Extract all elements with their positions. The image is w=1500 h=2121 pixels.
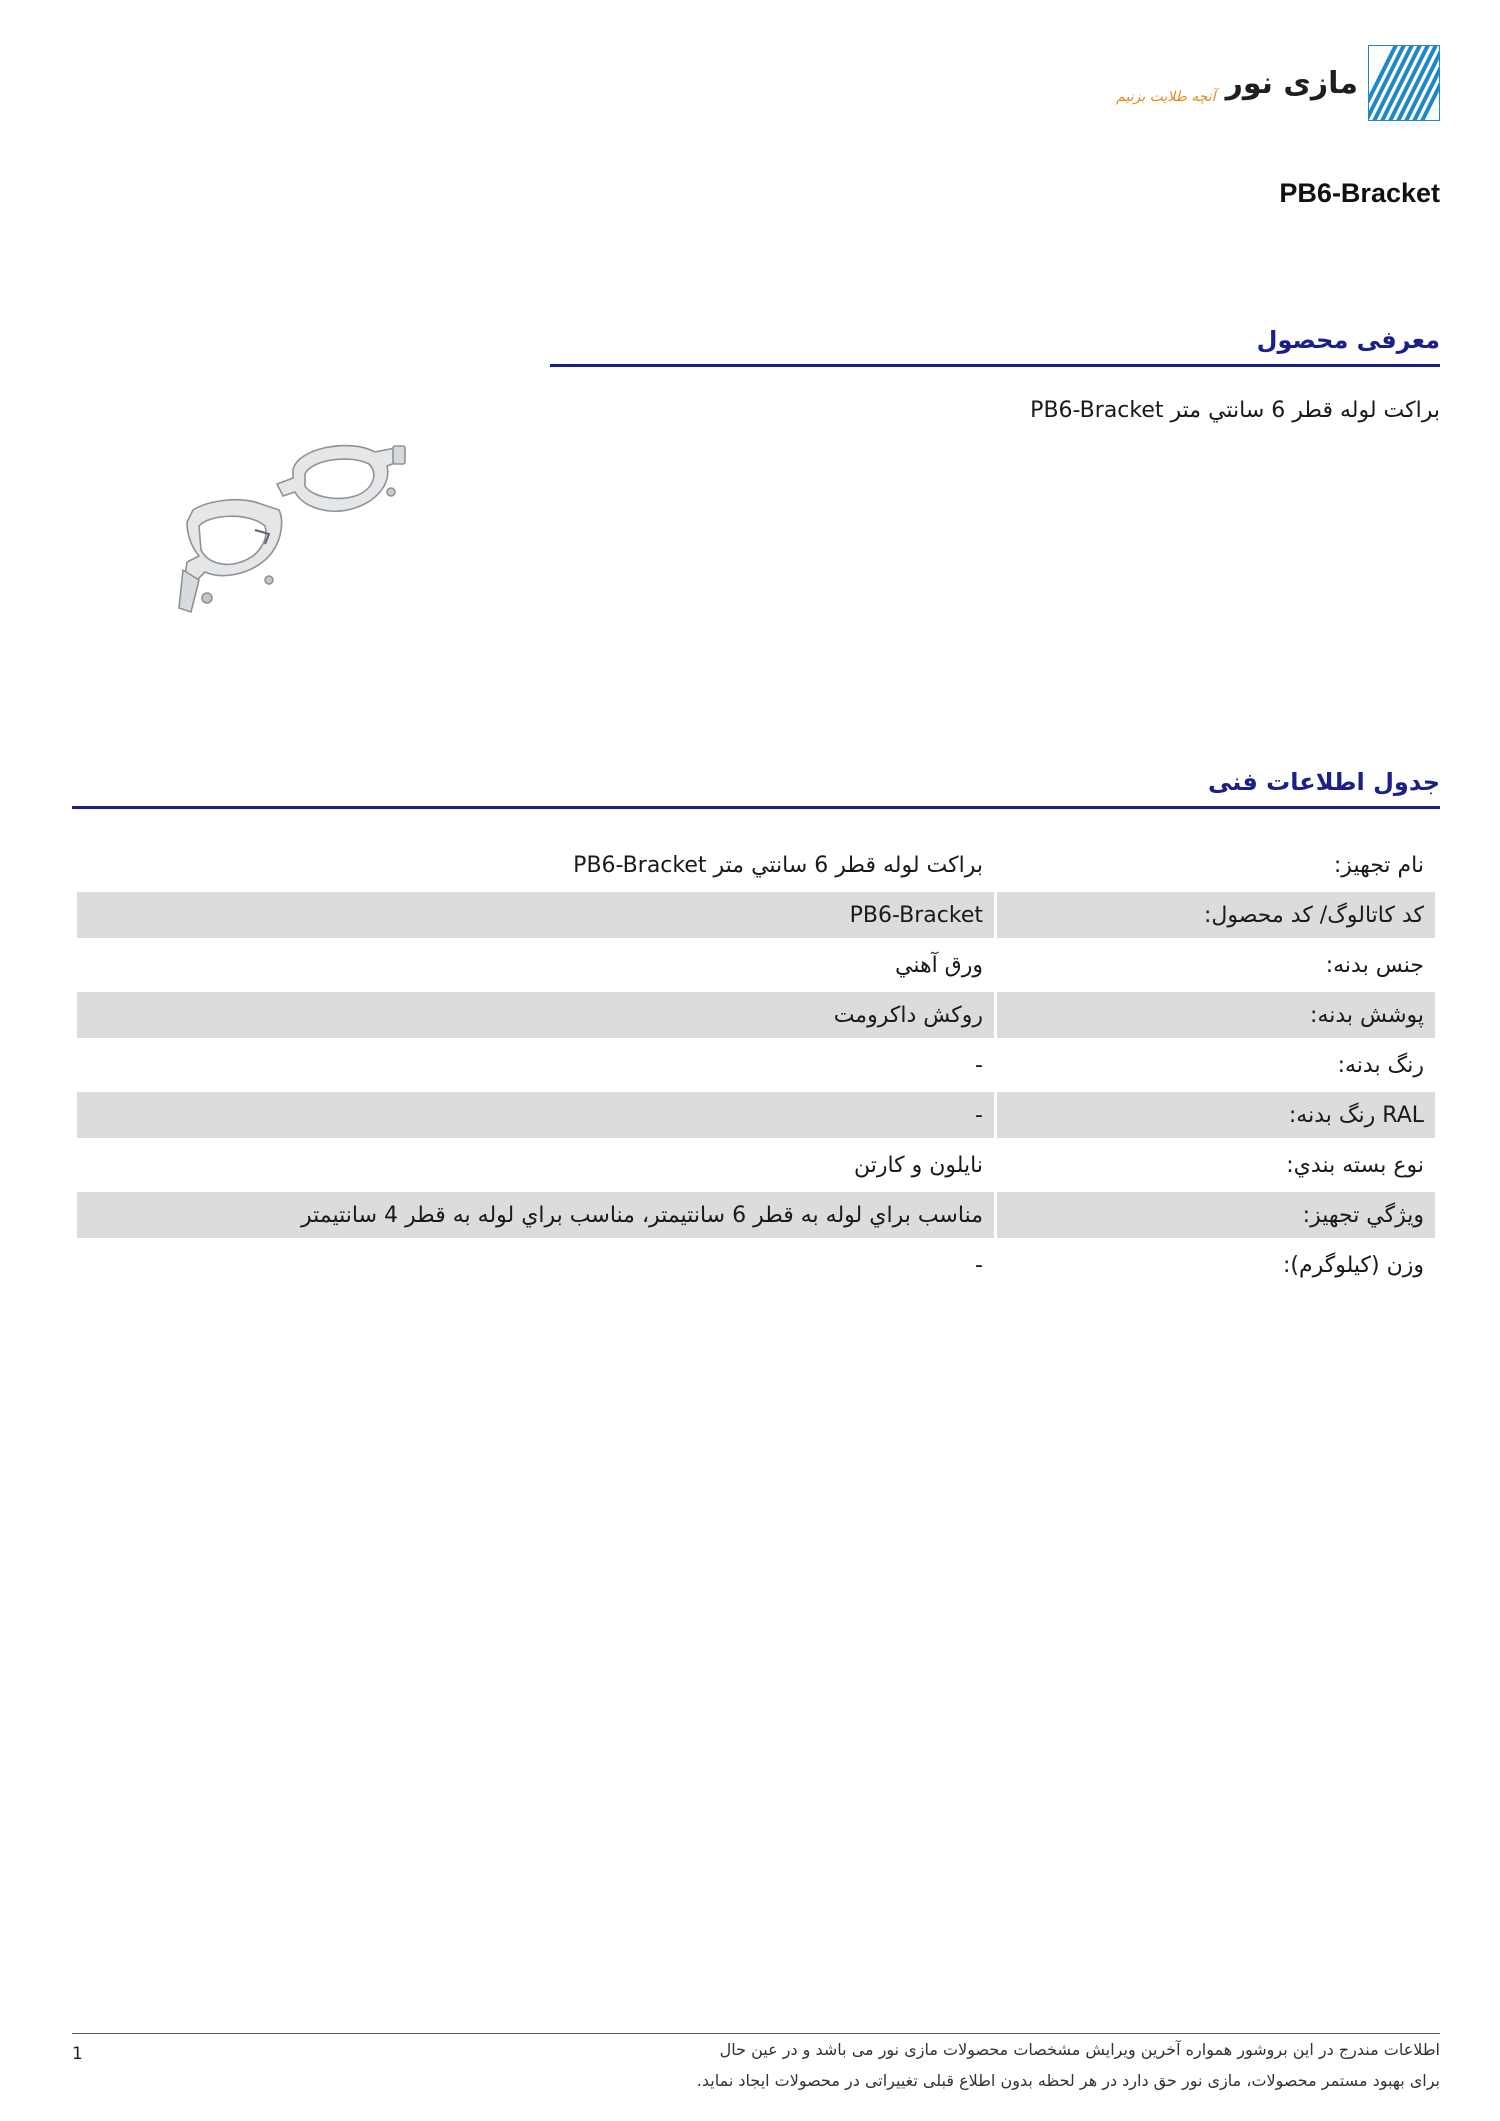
table-row xyxy=(77,1092,1435,1138)
product-description: براکت لوله قطر 6 سانتي متر PB6-Bracket xyxy=(1030,398,1440,423)
page-number: 1 xyxy=(72,2044,83,2064)
spec-label: نوع بسته بندي: xyxy=(1286,1152,1424,1178)
spec-label: ويژگي تجهیز: xyxy=(997,1192,1435,1238)
spec-value: - xyxy=(77,1092,994,1138)
table-row xyxy=(77,1242,1435,1288)
footer-disclaimer-line1: اطلاعات مندرج در این بروشور همواره آخرین ویرایش مشخصات محصولات مازی نور می باشد و در عین حال xyxy=(719,2040,1440,2059)
footer-disclaimer-line2: برای بهبود مستمر محصولات، مازی نور حق دارد در هر لحظه بدون اطلاع قبلی تغییراتی در محصولات ایجاد نماید. xyxy=(696,2071,1440,2090)
spec-value: ورق آهني xyxy=(895,952,983,978)
spec-value: - xyxy=(975,1052,983,1078)
spec-value: PB6-Bracket xyxy=(77,892,994,938)
table-row xyxy=(77,942,1435,988)
spec-label: جنس بدنه: xyxy=(1325,952,1424,978)
table-row xyxy=(77,992,1435,1038)
spec-label: پوشش بدنه: xyxy=(997,992,1435,1038)
logo-wordmark: مازی نور xyxy=(1225,65,1358,101)
intro-heading: معرفی محصول xyxy=(1256,326,1440,354)
spec-value: نايلون و کارتن xyxy=(853,1152,983,1178)
table-row xyxy=(77,1192,1435,1238)
table-row xyxy=(77,842,1435,888)
spec-table xyxy=(74,838,1438,1292)
spec-label: رنگ بدنه: xyxy=(1337,1052,1424,1078)
spec-value: - xyxy=(975,1252,983,1278)
table-row xyxy=(77,1042,1435,1088)
spec-value: روکش داکرومت xyxy=(77,992,994,1038)
logo-tagline: آنچه طلایت بزنیم xyxy=(1116,89,1216,105)
spec-value: مناسب براي لوله به قطر 6 سانتيمتر، مناسب براي لوله به قطر 4 سانتيمتر xyxy=(77,1192,994,1238)
logo-stripes-icon xyxy=(1368,45,1440,121)
table-row xyxy=(77,1142,1435,1188)
spec-heading: جدول اطلاعات فنی xyxy=(1208,768,1440,796)
pipe-bracket-pair-image xyxy=(165,430,435,620)
spec-label: کد کاتالوگ/ کد محصول: xyxy=(997,892,1435,938)
footer-divider xyxy=(72,2033,1440,2034)
brand-logo xyxy=(1116,45,1440,121)
spec-label: نام تجهیز: xyxy=(1333,852,1424,878)
table-row xyxy=(77,892,1435,938)
spec-divider xyxy=(72,806,1440,809)
product-title: PB6-Bracket xyxy=(1279,178,1440,208)
spec-label: وزن (کیلوگرم): xyxy=(1283,1252,1424,1278)
spec-label: RAL رنگ بدنه: xyxy=(997,1092,1435,1138)
spec-value: براکت لوله قطر 6 سانتي متر PB6-Bracket xyxy=(573,852,983,878)
intro-divider xyxy=(550,364,1440,367)
